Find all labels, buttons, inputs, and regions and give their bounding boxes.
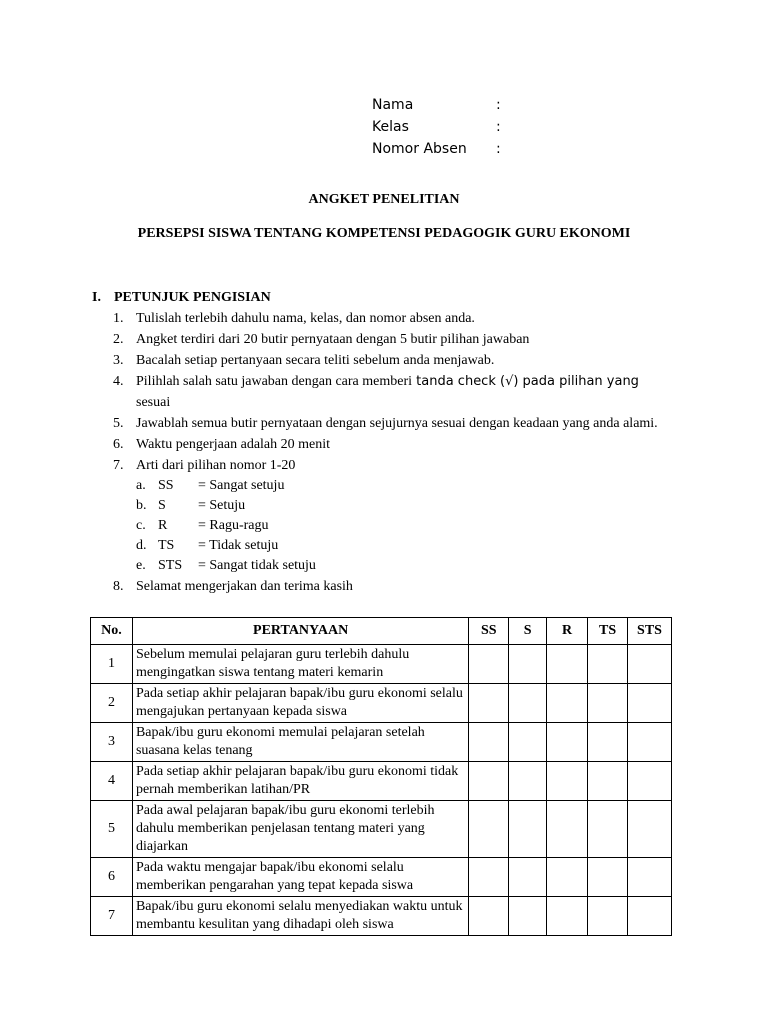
answer-s-cell[interactable] (509, 645, 547, 684)
instruction-number: 2. (113, 332, 124, 347)
answer-sts-cell[interactable] (628, 762, 672, 801)
section-number: I. (92, 290, 101, 305)
legend-item (136, 496, 673, 516)
row-question: Pada awal pelajaran bapak/ibu guru ekonomi terlebih dahulu memberikan penjelasan tentang materi yang diajarkan (132, 801, 468, 858)
instruction-text: Pilihlah salah satu jawaban dengan cara memberi (136, 374, 413, 389)
table-row (91, 897, 672, 936)
instruction-list (113, 308, 673, 597)
answer-ts-cell[interactable] (588, 762, 628, 801)
answer-sts-cell[interactable] (628, 684, 672, 723)
answer-ss-cell[interactable] (469, 723, 509, 762)
answer-r-cell[interactable] (547, 897, 588, 936)
answer-r-cell[interactable] (547, 684, 588, 723)
answer-sts-cell[interactable] (628, 723, 672, 762)
instruction-number: 3. (113, 353, 124, 368)
instruction-text: Jawablah semua butir pernyataan dengan sejujurnya sesuai dengan keadaan yang anda alami. (136, 416, 658, 431)
instruction-text: Bacalah setiap pertanyaan secara teliti sebelum anda menjawab. (136, 353, 495, 368)
answer-ss-cell[interactable] (469, 645, 509, 684)
instruction-text: Arti dari pilihan nomor 1-20 (136, 458, 296, 473)
instruction-item (113, 434, 673, 455)
identity-colon: : (496, 119, 501, 135)
legend-code: TS (158, 538, 175, 553)
answer-ss-cell[interactable] (469, 801, 509, 858)
table-header-row (91, 618, 672, 645)
legend-item (136, 536, 673, 556)
answer-ss-cell[interactable] (469, 684, 509, 723)
legend-letter: c. (136, 518, 146, 533)
document-title: ANGKET PENELITIAN (308, 192, 460, 207)
legend-item (136, 516, 673, 536)
row-number: 2 (91, 684, 133, 723)
answer-s-cell[interactable] (509, 684, 547, 723)
answer-r-cell[interactable] (547, 762, 588, 801)
answer-ts-cell[interactable] (588, 897, 628, 936)
questionnaire-table (90, 617, 672, 936)
answer-s-cell[interactable] (509, 897, 547, 936)
answer-ts-cell[interactable] (588, 645, 628, 684)
table-row (91, 684, 672, 723)
table-row (91, 762, 672, 801)
instruction-item (113, 455, 673, 576)
legend-code: R (158, 518, 168, 533)
answer-r-cell[interactable] (547, 645, 588, 684)
answer-s-cell[interactable] (509, 801, 547, 858)
header-no: No. (91, 618, 133, 645)
instruction-text-cont: sesuai (136, 395, 171, 410)
identity-colon: : (496, 97, 501, 113)
row-number: 4 (91, 762, 133, 801)
header-sts: STS (628, 618, 672, 645)
instruction-item (113, 371, 673, 413)
instruction-number: 6. (113, 437, 124, 452)
row-number: 5 (91, 801, 133, 858)
legend-code: STS (158, 558, 183, 573)
answer-ss-cell[interactable] (469, 762, 509, 801)
identity-colon: : (496, 141, 501, 157)
legend-item (136, 476, 673, 496)
answer-sts-cell[interactable] (628, 801, 672, 858)
legend-letter: a. (136, 478, 146, 493)
instruction-number: 8. (113, 579, 124, 594)
instruction-text: Waktu pengerjaan adalah 20 menit (136, 437, 331, 452)
legend-list (136, 476, 673, 576)
identity-label: Kelas (372, 119, 409, 135)
answer-s-cell[interactable] (509, 858, 547, 897)
instruction-item (113, 576, 673, 597)
table-row (91, 858, 672, 897)
row-question: Sebelum memulai pelajaran guru terlebih dahulu mengingatkan siswa tentang materi kemarin (132, 645, 468, 684)
instruction-item (113, 350, 673, 371)
row-question: Pada setiap akhir pelajaran bapak/ibu guru ekonomi selalu mengajukan pertanyaan kepada siswa (132, 684, 468, 723)
header-r: R (547, 618, 588, 645)
answer-ts-cell[interactable] (588, 801, 628, 858)
legend-letter: e. (136, 558, 146, 573)
legend-item (136, 556, 673, 576)
legend-code: S (158, 498, 166, 513)
answer-ss-cell[interactable] (469, 897, 509, 936)
instruction-item (113, 308, 673, 329)
legend-meaning: = Sangat setuju (198, 478, 285, 493)
row-question: Bapak/ibu guru ekonomi selalu menyediakan waktu untuk membantu kesulitan yang dihadapi oleh siswa (132, 897, 468, 936)
header-s: S (509, 618, 547, 645)
table-row (91, 723, 672, 762)
answer-ss-cell[interactable] (469, 858, 509, 897)
header-ts: TS (588, 618, 628, 645)
instruction-item (113, 329, 673, 350)
row-question: Bapak/ibu guru ekonomi memulai pelajaran setelah suasana kelas tenang (132, 723, 468, 762)
table-row (91, 801, 672, 858)
identity-label: Nama (372, 97, 414, 113)
answer-r-cell[interactable] (547, 801, 588, 858)
instruction-number: 1. (113, 311, 124, 326)
instruction-number: 7. (113, 458, 124, 473)
section-title: PETUNJUK PENGISIAN (114, 290, 271, 305)
instruction-text: Angket terdiri dari 20 butir pernyataan dengan 5 butir pilihan jawaban (136, 332, 530, 347)
answer-sts-cell[interactable] (628, 897, 672, 936)
answer-r-cell[interactable] (547, 723, 588, 762)
answer-sts-cell[interactable] (628, 858, 672, 897)
instruction-check-text: tanda check (√) pada pilihan yang (412, 374, 639, 389)
legend-letter: d. (136, 538, 147, 553)
instruction-text: Selamat mengerjakan dan terima kasih (136, 579, 353, 594)
legend-meaning: = Tidak setuju (198, 538, 279, 553)
legend-meaning: = Ragu-ragu (198, 518, 269, 533)
legend-meaning: = Setuju (198, 498, 246, 513)
table-row (91, 645, 672, 684)
header-pertanyaan: PERTANYAAN (132, 618, 468, 645)
document-subtitle: PERSEPSI SISWA TENTANG KOMPETENSI PEDAGOGIK GURU EKONOMI (137, 226, 631, 241)
legend-meaning: = Sangat tidak setuju (198, 558, 316, 573)
answer-s-cell[interactable] (509, 723, 547, 762)
answer-ts-cell[interactable] (588, 723, 628, 762)
instruction-number: 4. (113, 374, 124, 389)
instruction-item (113, 413, 673, 434)
row-question: Pada waktu mengajar bapak/ibu ekonomi selalu memberikan pengarahan yang tepat kepada siswa (132, 858, 468, 897)
row-number: 6 (91, 858, 133, 897)
instruction-text: Tulislah terlebih dahulu nama, kelas, dan nomor absen anda. (136, 311, 475, 326)
answer-r-cell[interactable] (547, 858, 588, 897)
legend-code: SS (158, 478, 174, 493)
identity-label: Nomor Absen (372, 141, 467, 157)
answer-ts-cell[interactable] (588, 684, 628, 723)
row-number: 1 (91, 645, 133, 684)
section-heading (92, 290, 271, 306)
instruction-number: 5. (113, 416, 124, 431)
header-ss: SS (469, 618, 509, 645)
row-number: 3 (91, 723, 133, 762)
answer-ts-cell[interactable] (588, 858, 628, 897)
row-question: Pada setiap akhir pelajaran bapak/ibu guru ekonomi tidak pernah memberikan latihan/PR (132, 762, 468, 801)
answer-s-cell[interactable] (509, 762, 547, 801)
row-number: 7 (91, 897, 133, 936)
legend-letter: b. (136, 498, 147, 513)
answer-sts-cell[interactable] (628, 645, 672, 684)
